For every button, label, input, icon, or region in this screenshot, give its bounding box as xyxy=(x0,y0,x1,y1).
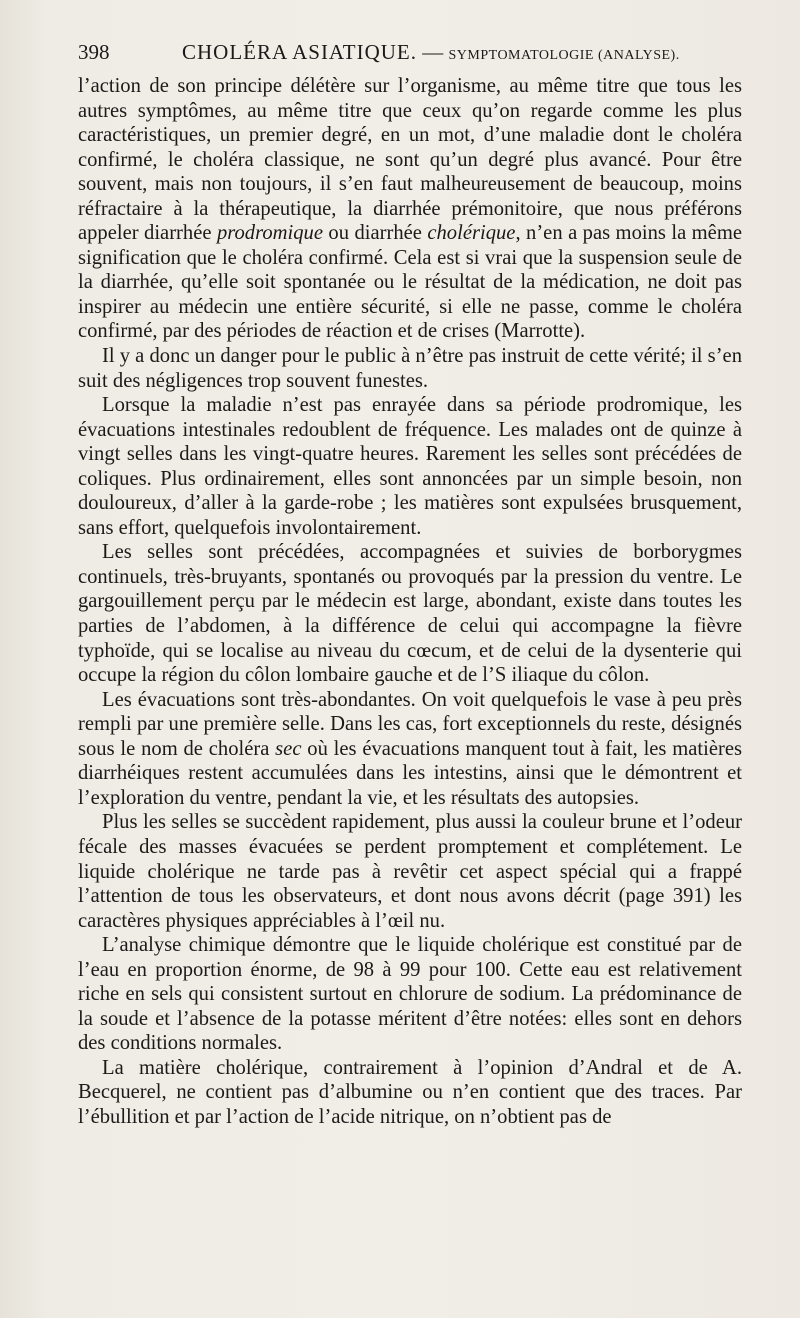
italic-run: sec xyxy=(275,737,302,760)
text-run: L’analyse chimique démontre que le liquide cholérique est constitué par de l’eau en proportion énorme, de 98 à 99 pour 100. Cette eau est relativement riche en sels qui consistent surtout en chlorure de sodium. La prédominance de la soude et l’absence de la potasse méritent d’être notées: elles sont en dehors des conditions normales. xyxy=(78,934,742,1055)
text-run: Lorsque la maladie n’est pas enrayée dans sa période prodromique, les évacuations intestinales redoublent de fréquence. Les malades ont de quinze à vingt selles dans les vingt-quatre heures. Rarement les selles sont précédées de coliques. Plus ordinairement, elles sont annoncées par un simple besoin, non douloureux, d’aller à la garde-robe ; les matières sont expulsées brusquement, sans effort, quelquefois involontairement. xyxy=(78,394,742,539)
text-run: , n’en a pas moins la même signification que le choléra confirmé. Cela est si vrai que la suspension seule de la diarrhée, qu’elle soit spontanée ou le résultat de la médication, ne doit pas inspirer au médecin une entière sécurité, si elle ne passe, comme le choléra confirmé, par des périodes de réaction et de crises (Marrotte). xyxy=(78,222,742,343)
paragraph xyxy=(78,540,742,687)
paragraph xyxy=(78,344,742,393)
paragraph xyxy=(78,810,742,933)
page-number: 398 xyxy=(78,40,110,64)
section-title: SYMPTOMATOLOGIE (ANALYSE). xyxy=(448,48,680,63)
paragraph xyxy=(78,74,742,344)
paragraph xyxy=(78,393,742,540)
text-run: où les évacuations manquent tout à fait, les matières diarrhéiques restent accumulées dans les intestins, ainsi que le démontrent et l’exploration du ventre, pendant la vie, et les résultats des autopsies. xyxy=(78,737,743,809)
header-separator: — xyxy=(422,40,444,64)
text-run: Il y a donc un danger pour le public à n’être pas instruit de cette vérité; il s’en suit des négligences trop souvent funestes. xyxy=(78,345,742,392)
text-run: Les évacuations sont très-abondantes. On voit quelquefois le vase à peu près rempli par une première selle. Dans les cas, fort exceptionnels du reste, désignés sous le nom de choléra xyxy=(78,688,742,760)
text-run: Plus les selles se succèdent rapidement, plus aussi la couleur brune et l’odeur fécale des masses évacuées se perdent promptement et complétement. Le liquide cholérique ne tarde pas à revêtir cet aspect spécial qui a frappé l’attention de tous les observateurs, et dont nous avons décrit (page 391) les caractères physiques appréciables à l’œil nu. xyxy=(78,811,742,932)
running-header xyxy=(78,38,742,70)
running-title: CHOLÉRA ASIATIQUE. xyxy=(182,40,418,64)
paragraph xyxy=(78,688,742,811)
body-text xyxy=(78,74,742,1130)
italic-run: cholérique xyxy=(427,222,516,245)
paragraph xyxy=(78,1056,742,1130)
text-run: La matière cholérique, contrairement à l’opinion d’Andral et de A. Becquerel, ne contient pas d’albumine ou n’en contient que des traces. Par l’ébullition et par l’action de l’acide nitrique, on n’obtient pas de xyxy=(78,1056,742,1128)
italic-run: prodromique xyxy=(216,222,323,245)
text-run: Les selles sont précédées, accompagnées et suivies de borborygmes continuels, très-bruyants, spontanés ou provoqués par la pression du ventre. Le gargouillement perçu par le médecin est large, abondant, existe dans toutes les parties de l’abdomen, à la différence de celui qui accompagne la fièvre typhoïde, qui se localise au niveau du cœcum, et de celui de la dysenterie qui occupe la région du côlon lombaire gauche et de l’S iliaque du côlon. xyxy=(78,541,742,687)
text-run: ou diarrhée xyxy=(322,222,428,245)
paragraph xyxy=(78,933,742,1056)
text-run: l’action de son principe délétère sur l’organisme, au même titre que tous les autres symptômes, au même titre que ceux qu’on regarde comme les plus caractéristiques, un premier degré, en un mot, d’une maladie dont le choléra confirmé, le choléra classique, ne sont qu’un degré plus avancé. Pour être souvent, mais non toujours, il s’en faut malheureusement de beaucoup, moins réfractaire à la thérapeutique, la diarrhée prémonitoire, que nous préférons appeler diarrhée xyxy=(78,75,742,245)
